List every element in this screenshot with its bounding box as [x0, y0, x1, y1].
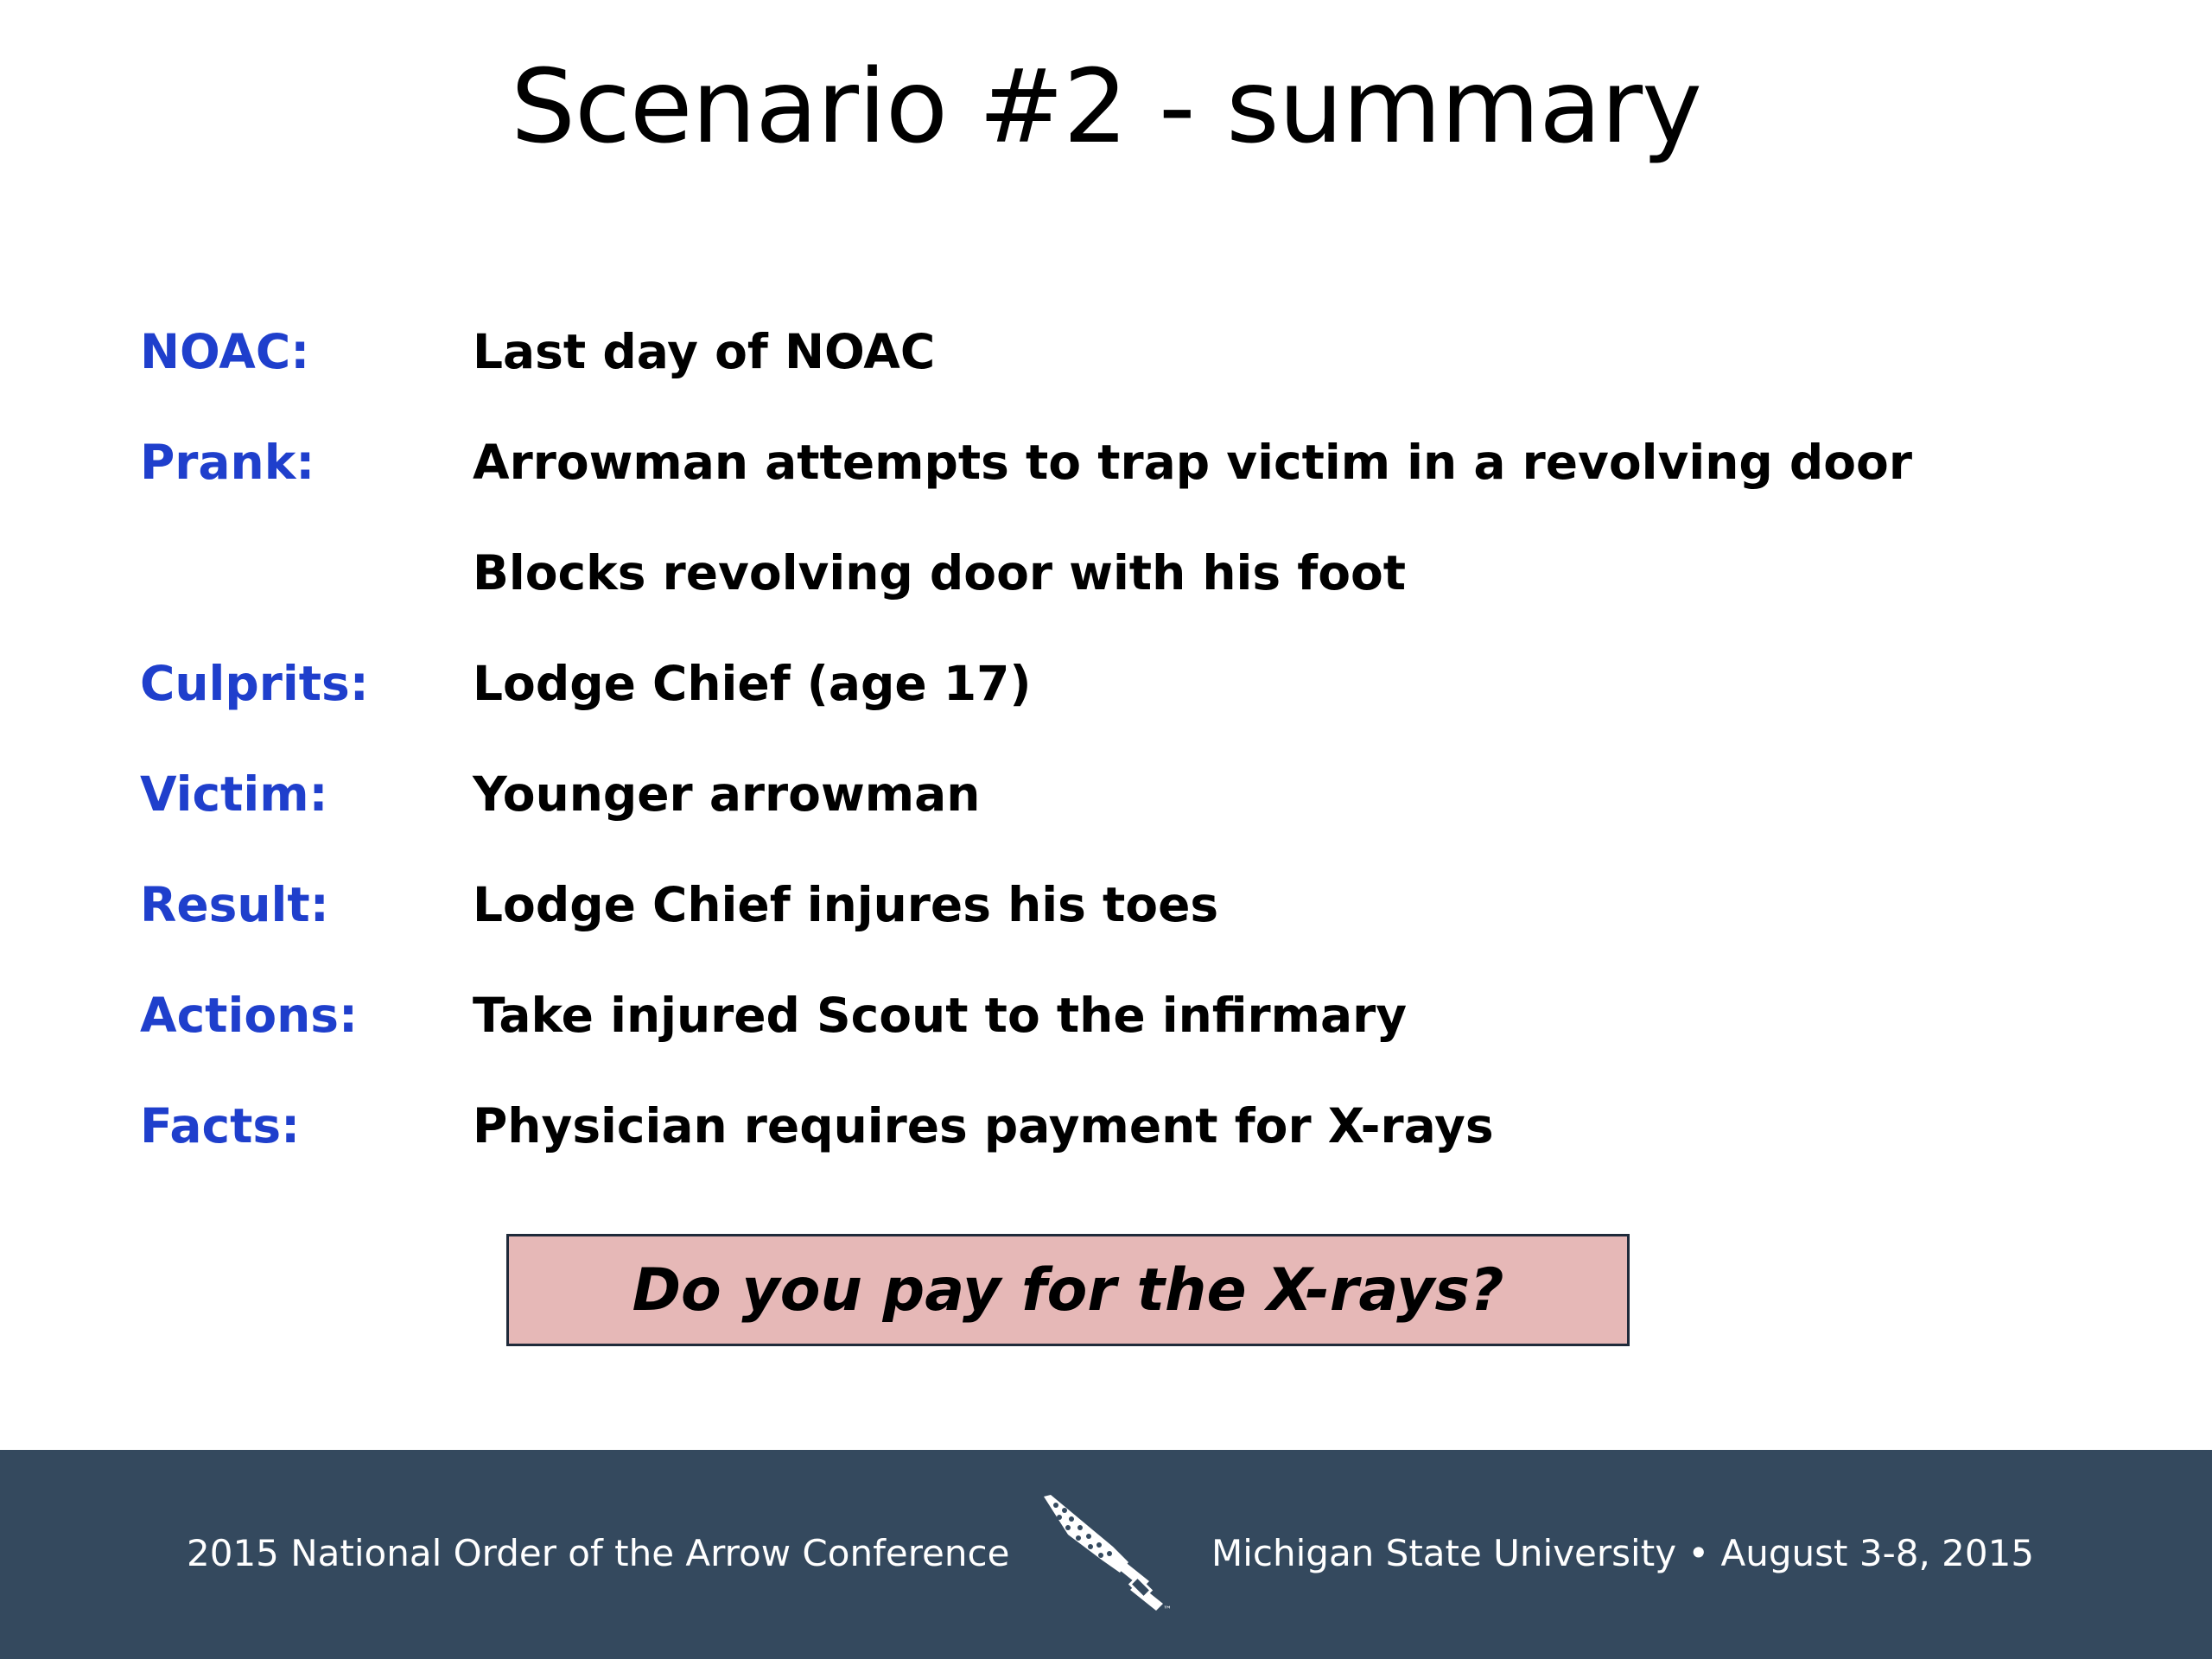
row-value: Lodge Chief injures his toes: [473, 877, 1219, 932]
summary-row-prank: [0, 423, 2212, 501]
row-label: Culprits:: [140, 656, 369, 711]
row-label: Prank:: [140, 435, 315, 490]
arrowhead-logo-icon: [1033, 1493, 1180, 1614]
summary-row-culprits: [0, 645, 2212, 722]
row-value: Blocks revolving door with his foot: [473, 545, 1407, 601]
footer-conference-text: 2015 National Order of the Arrow Conference: [187, 1532, 1010, 1574]
row-label: Result:: [140, 877, 329, 932]
row-value: Younger arrowman: [473, 766, 981, 822]
row-label: NOAC:: [140, 324, 310, 379]
slide-title: Scenario #2 - summary: [511, 47, 1701, 166]
summary-row-noac: [0, 313, 2212, 391]
summary-row-prank-continued: [0, 534, 2212, 612]
footer-bar: [0, 1450, 2212, 1659]
row-value: Arrowman attempts to trap victim in a revolving door: [473, 435, 1912, 490]
summary-row-result: [0, 866, 2212, 944]
row-value: Physician requires payment for X-rays: [473, 1098, 1494, 1154]
row-label: Actions:: [140, 988, 358, 1043]
question-box: [506, 1234, 1630, 1346]
summary-row-victim: [0, 755, 2212, 833]
row-value: Last day of NOAC: [473, 324, 936, 379]
row-value: Lodge Chief (age 17): [473, 656, 1032, 711]
summary-row-facts: [0, 1087, 2212, 1165]
footer-location-text: Michigan State University • August 3-8, 2015: [1211, 1532, 2035, 1574]
row-label: Facts:: [140, 1098, 301, 1154]
question-text: Do you pay for the X-rays?: [632, 1255, 1504, 1325]
row-label: Victim:: [140, 766, 328, 822]
svg-text:™: ™: [1163, 1605, 1172, 1614]
summary-row-actions: [0, 976, 2212, 1054]
row-value: Take injured Scout to the infirmary: [473, 988, 1408, 1043]
